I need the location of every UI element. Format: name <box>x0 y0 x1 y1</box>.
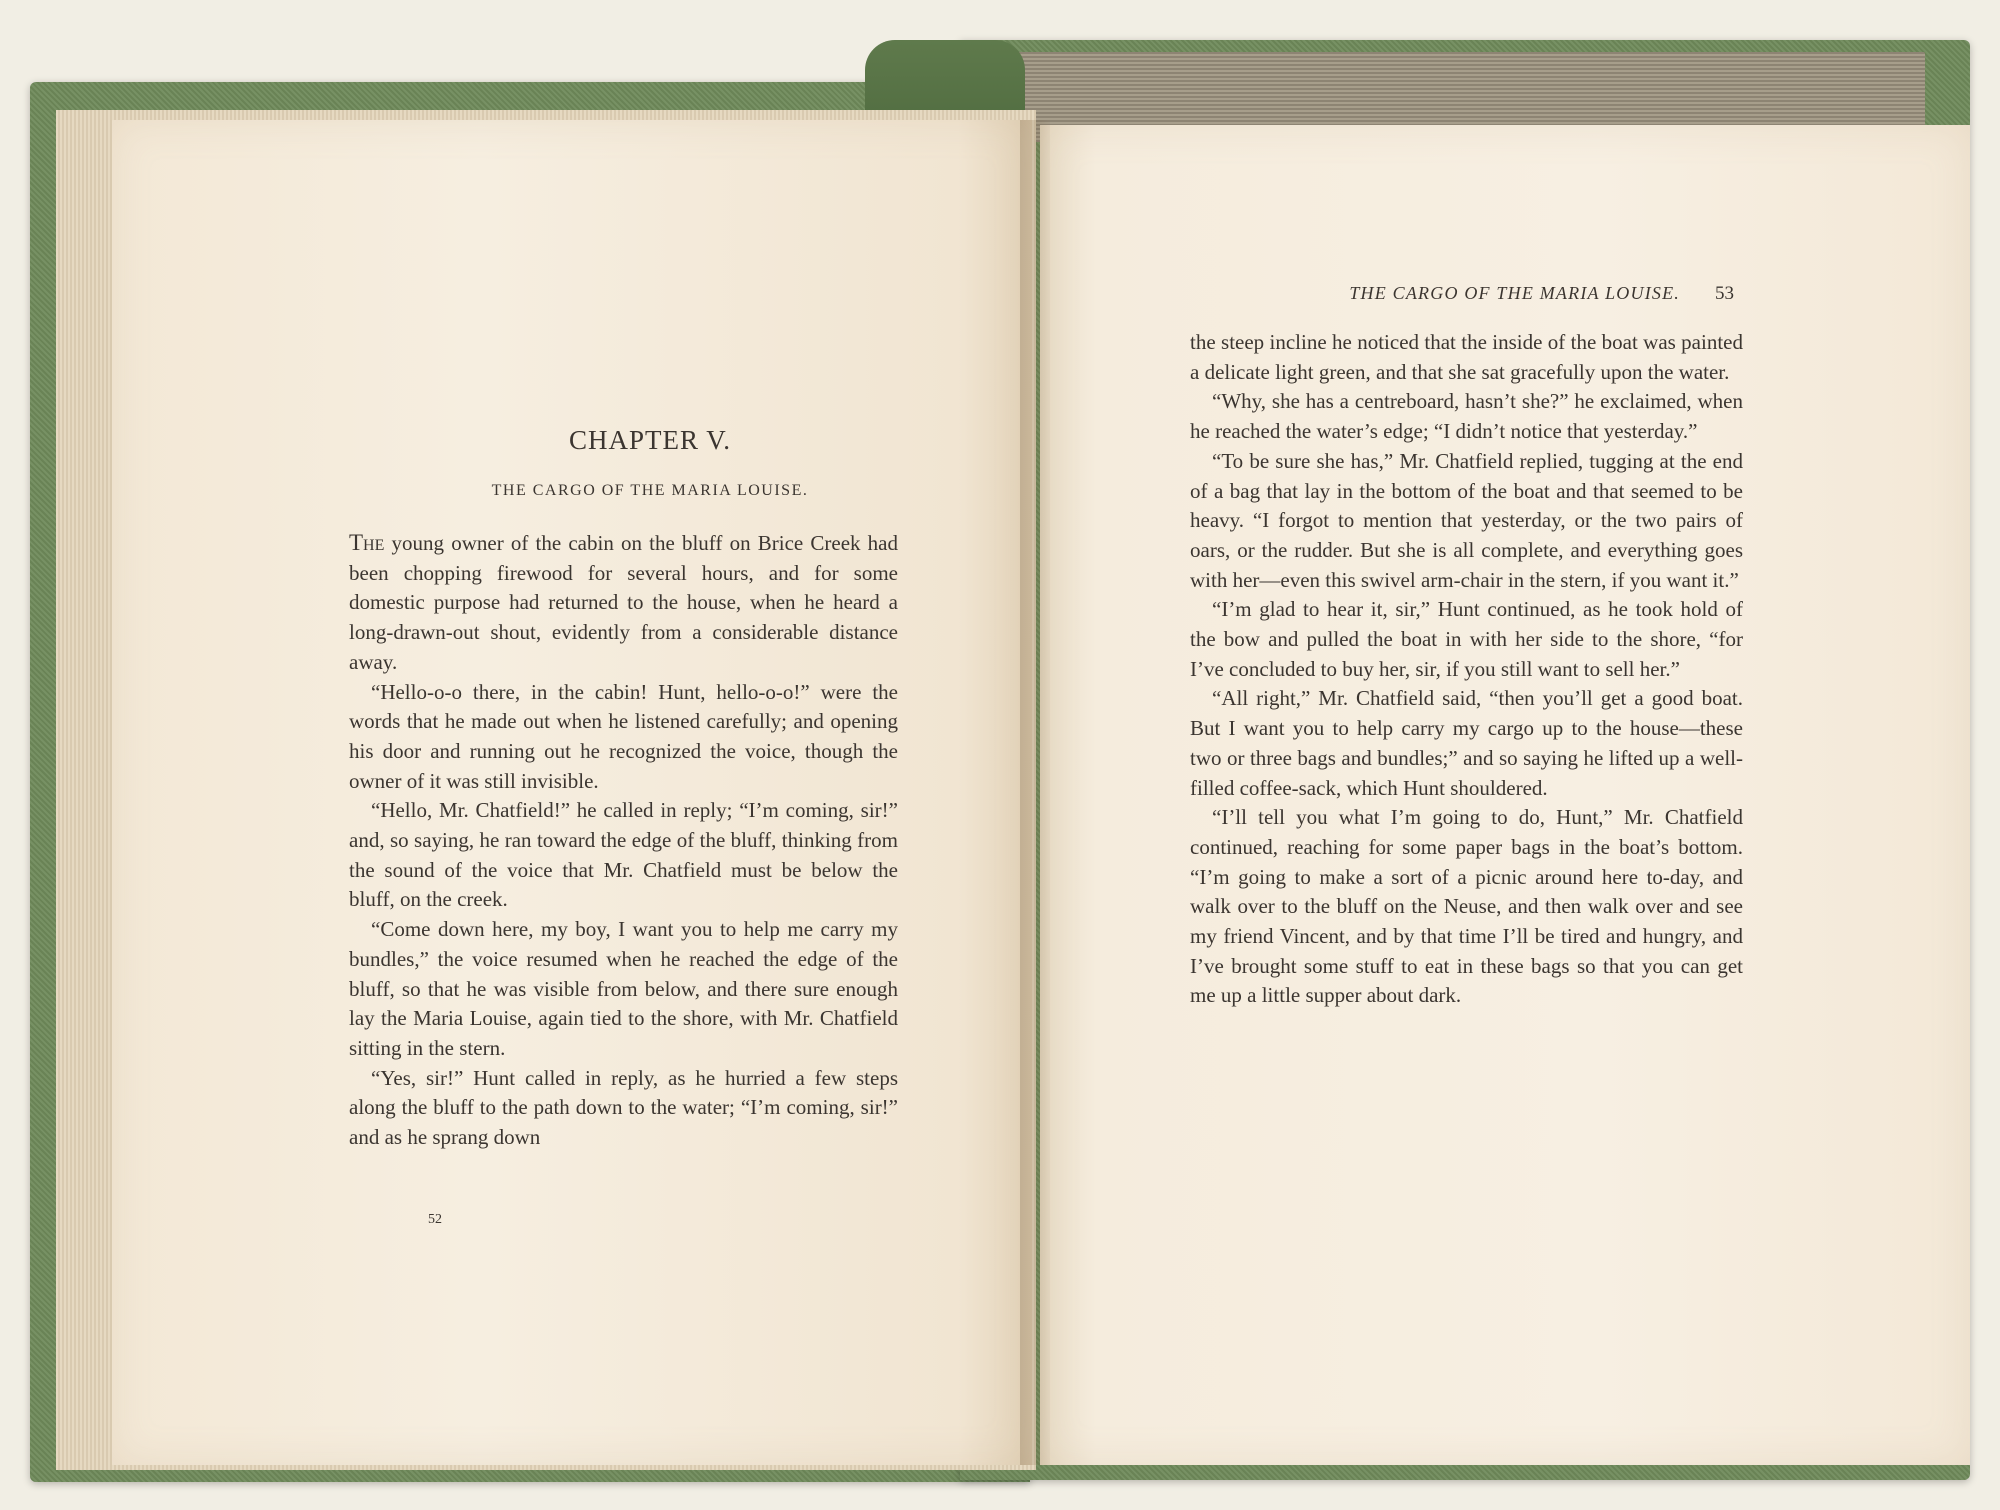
paragraph: “Yes, sir!” Hunt called in reply, as he hurried a few steps along the bluff to the path down to the water; “I’m coming, sir!” and as he sprang down <box>349 1065 898 1150</box>
chapter-title: CHAPTER V. <box>568 425 732 455</box>
gutter-shadow <box>1020 120 1050 1465</box>
page-number-left: 52 <box>428 1212 442 1227</box>
paragraph: “I’m glad to hear it, sir,” Hunt continued, as he took hold of the bow and pulled the boat in with her side to the shore, “for I’ve concluded to buy her, sir, if you still want to sell her.” <box>1190 597 1743 681</box>
page-number-right: 53 <box>1715 283 1734 304</box>
drop-lead: The <box>349 530 385 555</box>
paragraph: “Come down here, my boy, I want you to help me carry my bundles,” the voice resumed when he reached the edge of the bluff, so that he was visible from below, and there sure enough lay the Maria Louise, again tied to the shore, with Mr. Chatfield sitting in the stern. <box>349 917 898 1060</box>
left-page-body <box>349 528 898 1153</box>
paragraph <box>349 528 898 678</box>
paragraph-text: young owner of the cabin on the bluff on Brice Creek had been chopping firewood for several hours, and for some domestic purpose had returned to the house, when he heard a long-drawn-out shout, evidently from a considerable distance away. <box>349 531 898 674</box>
paragraph: “All right,” Mr. Chatfield said, “then you’ll get a good boat. But I want you to help carry my cargo up to the house—these two or three bags and bundles;” and so saying he lifted up a well-filled coffee-sack, which Hunt shouldered. <box>1190 686 1743 800</box>
chapter-subtitle: THE CARGO OF THE MARIA LOUISE. <box>491 482 809 499</box>
right-page-body <box>1190 328 1743 1011</box>
paragraph: “Hello, Mr. Chatfield!” he called in reply; “I’m coming, sir!” and, so saying, he ran toward the edge of the bluff, thinking from the sound of the voice that Mr. Chatfield must be below the bluff, on the creek. <box>349 798 898 912</box>
paragraph: “I’ll tell you what I’m going to do, Hunt,” Mr. Chatfield continued, reaching for some paper bags in the boat’s bottom. “I’m going to make a sort of a picnic around here to-day, and walk over to the bluff on the Neuse, and then walk over and see my friend Vincent, and by that time I’ll be tired and hungry, and I’ve brought some stuff to eat in these bags so that you can get me up a little supper about dark. <box>1190 805 1743 1008</box>
paragraph: “To be sure she has,” Mr. Chatfield replied, tugging at the end of a bag that lay in the bottom of the boat and that seemed to be heavy. “I forgot to mention that yesterday, or the two pairs of oars, or the rudder. But she is all complete, and everything goes with her—even this swivel arm-chair in the stern, if you want it.” <box>1190 448 1743 592</box>
paragraph: “Hello-o-o there, in the cabin! Hunt, hello-o-o!” were the words that he made out when he listened carefully; and opening his door and running out he recognized the voice, though the owner of it was still invisible. <box>349 679 898 793</box>
paragraph: the steep incline he noticed that the inside of the boat was painted a delicate light green, and that she sat gracefully upon the water. <box>1190 330 1743 384</box>
paragraph: “Why, she has a centreboard, hasn’t she?” he exclaimed, when he reached the water’s edge; “I didn’t notice that yesterday.” <box>1190 389 1743 444</box>
running-head: THE CARGO OF THE MARIA LOUISE. <box>1349 283 1680 303</box>
